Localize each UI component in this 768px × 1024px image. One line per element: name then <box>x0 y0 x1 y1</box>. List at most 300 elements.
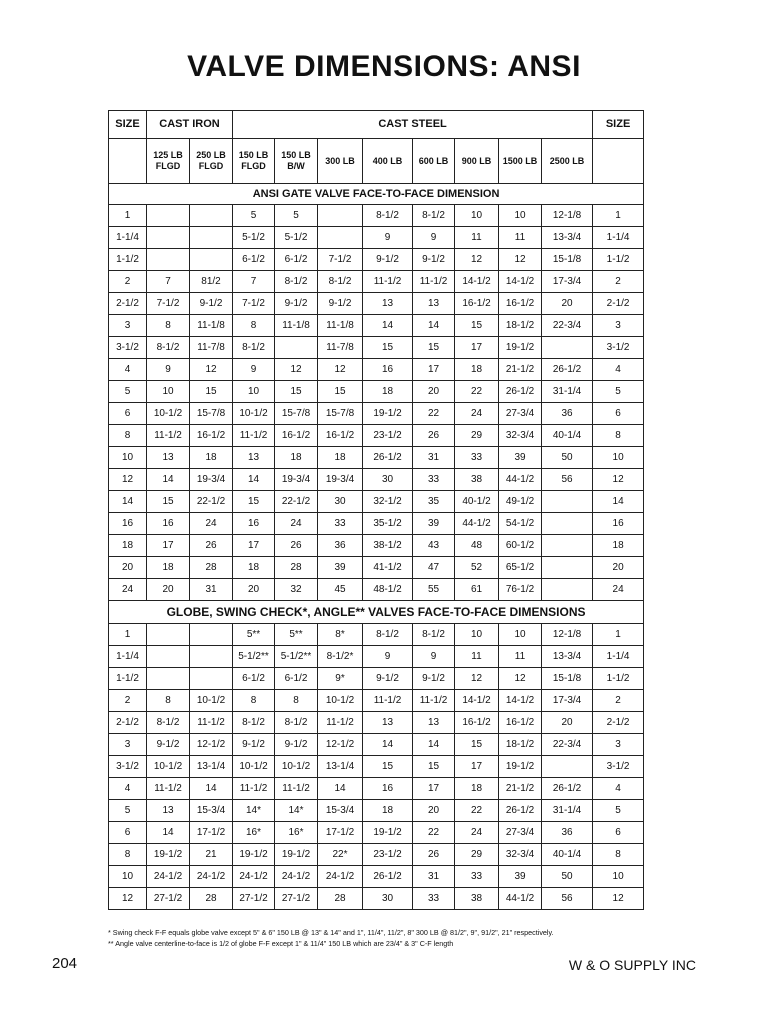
dimension-cell: 16 <box>233 513 275 535</box>
dimension-cell: 33 <box>413 888 455 910</box>
dimension-cell: 27-1/2 <box>275 888 318 910</box>
dimension-cell: 13-3/4 <box>542 227 593 249</box>
size-header-right: SIZE <box>593 111 644 139</box>
dimension-cell: 48-1/2 <box>363 579 413 601</box>
dimension-cell: 15 <box>413 337 455 359</box>
dimension-cell: 15 <box>413 756 455 778</box>
size-cell: 3 <box>109 734 147 756</box>
dimension-cell: 33 <box>318 513 363 535</box>
dimension-cell <box>542 513 593 535</box>
size-cell: 2-1/2 <box>593 293 644 315</box>
dimension-cell: 38 <box>455 469 499 491</box>
dimension-cell: 7 <box>233 271 275 293</box>
gate-table-row <box>109 381 644 403</box>
dimension-cell: 49-1/2 <box>499 491 542 513</box>
size-cell: 4 <box>593 778 644 800</box>
dimension-cell: 21 <box>190 844 233 866</box>
dimension-cell: 5 <box>275 205 318 227</box>
dimension-cell: 7-1/2 <box>233 293 275 315</box>
footnote-swing-check: * Swing check F-F equals globe valve except 5" & 6" 150 LB @ 13" & 14" and 1", 11/4", 11/2", 8" 300 LB @ 81/2", 9", 91/2", 21" respectively. <box>108 928 554 937</box>
dimension-cell: 12 <box>499 668 542 690</box>
dimension-cell: 8-1/2 <box>413 624 455 646</box>
dimension-cell: 14 <box>318 778 363 800</box>
dimension-cell: 40-1/2 <box>455 491 499 513</box>
dimension-cell: 13 <box>147 800 190 822</box>
dimension-cell: 11-1/2 <box>363 271 413 293</box>
size-cell: 8 <box>593 425 644 447</box>
dimension-cell: 54-1/2 <box>499 513 542 535</box>
size-cell: 24 <box>593 579 644 601</box>
dimension-cell: 10-1/2 <box>275 756 318 778</box>
dimension-cell: 55 <box>413 579 455 601</box>
dimension-cell: 30 <box>363 888 413 910</box>
dimension-cell: 15 <box>455 315 499 337</box>
dimension-cell: 15-1/8 <box>542 668 593 690</box>
dimension-cell: 6-1/2 <box>233 668 275 690</box>
dimension-cell: 8 <box>147 690 190 712</box>
size-cell: 10 <box>593 447 644 469</box>
dimension-cell: 15-7/8 <box>190 403 233 425</box>
dimension-cell: 24 <box>455 403 499 425</box>
dimension-cell: 60-1/2 <box>499 535 542 557</box>
dimension-cell: 9 <box>413 646 455 668</box>
dimension-cell: 11-1/2 <box>318 712 363 734</box>
dimension-cell: 16 <box>147 513 190 535</box>
globe-table-row <box>109 888 644 910</box>
gate-section-title: ANSI GATE VALVE FACE-TO-FACE DIMENSION <box>109 184 644 205</box>
gate-section-header <box>109 184 644 205</box>
dimension-cell: 22-1/2 <box>275 491 318 513</box>
blank-header-cell <box>593 139 644 184</box>
dimension-cell: 14 <box>233 469 275 491</box>
dimension-cell: 14 <box>413 315 455 337</box>
blank-header-cell <box>109 139 147 184</box>
dimension-cell: 12-1/8 <box>542 624 593 646</box>
dimension-cell: 8 <box>275 690 318 712</box>
dimension-cell: 16* <box>233 822 275 844</box>
dimension-cell: 32-1/2 <box>363 491 413 513</box>
dimension-cell: 5** <box>233 624 275 646</box>
dimension-cell: 26 <box>413 844 455 866</box>
dimension-cell: 10 <box>499 624 542 646</box>
dimension-cell: 9-1/2 <box>318 293 363 315</box>
size-cell: 3-1/2 <box>593 337 644 359</box>
dimension-cell: 8-1/2 <box>363 624 413 646</box>
dimension-cell: 10-1/2 <box>190 690 233 712</box>
dimension-cell <box>190 624 233 646</box>
dimension-cell: 13 <box>413 712 455 734</box>
dimension-cell: 16-1/2 <box>275 425 318 447</box>
size-cell: 2 <box>109 690 147 712</box>
globe-table-row <box>109 778 644 800</box>
size-cell: 1 <box>109 205 147 227</box>
dimension-cell: 33 <box>455 866 499 888</box>
gate-table-row <box>109 579 644 601</box>
dimension-cell: 8-1/2 <box>275 712 318 734</box>
dimension-cell <box>147 227 190 249</box>
dimension-cell: 24 <box>190 513 233 535</box>
dimension-cell: 44-1/2 <box>499 888 542 910</box>
dimension-cell: 26 <box>190 535 233 557</box>
dimension-cell: 19-1/2 <box>499 337 542 359</box>
dimension-cell: 16-1/2 <box>499 293 542 315</box>
footnotes <box>108 927 668 949</box>
size-cell: 1-1/4 <box>109 646 147 668</box>
dimension-cell: 16-1/2 <box>318 425 363 447</box>
dimension-cell <box>190 205 233 227</box>
dimension-cell: 22 <box>455 800 499 822</box>
dimension-cell: 11-1/2 <box>413 690 455 712</box>
gate-table-row <box>109 227 644 249</box>
size-cell: 12 <box>109 888 147 910</box>
dimension-cell: 5-1/2 <box>275 227 318 249</box>
gate-table-row <box>109 469 644 491</box>
dimension-cell: 35 <box>413 491 455 513</box>
dimension-cell: 19-1/2 <box>363 822 413 844</box>
dimension-cell <box>318 205 363 227</box>
gate-table-row <box>109 491 644 513</box>
dimension-cell: 12-1/2 <box>190 734 233 756</box>
dimension-cell: 15 <box>455 734 499 756</box>
dimension-cell: 10 <box>233 381 275 403</box>
dimension-cell: 22 <box>455 381 499 403</box>
dimension-cell: 26-1/2 <box>542 778 593 800</box>
dimension-cell: 56 <box>542 469 593 491</box>
dimension-cell: 14-1/2 <box>499 690 542 712</box>
page-number: 204 <box>52 955 78 972</box>
header-row-pressure-classes <box>109 139 644 184</box>
dimension-cell: 27-3/4 <box>499 822 542 844</box>
dimension-cell: 14-1/2 <box>499 271 542 293</box>
dimension-cell: 11-1/2 <box>233 425 275 447</box>
size-cell: 10 <box>109 866 147 888</box>
pressure-class-header: 150 LB FLGD <box>233 139 275 184</box>
dimension-cell: 10 <box>455 624 499 646</box>
dimension-cell <box>147 668 190 690</box>
dimension-cell: 13 <box>147 447 190 469</box>
dimension-cell: 8-1/2 <box>147 337 190 359</box>
dimension-cell: 6-1/2 <box>233 249 275 271</box>
dimension-cell: 26-1/2 <box>542 359 593 381</box>
globe-table-row <box>109 822 644 844</box>
dimension-cell: 7-1/2 <box>147 293 190 315</box>
dimension-cell: 5-1/2 <box>233 227 275 249</box>
dimension-cell: 43 <box>413 535 455 557</box>
dimension-cell: 11 <box>455 646 499 668</box>
pressure-class-header: 900 LB <box>455 139 499 184</box>
dimension-cell: 31-1/4 <box>542 381 593 403</box>
dimension-cell: 18 <box>190 447 233 469</box>
dimension-cell: 10-1/2 <box>233 756 275 778</box>
dimension-cell: 15-3/4 <box>318 800 363 822</box>
dimension-cell: 28 <box>190 888 233 910</box>
dimension-cell: 16-1/2 <box>455 712 499 734</box>
dimension-cell: 10-1/2 <box>147 756 190 778</box>
dimension-cell: 26-1/2 <box>363 866 413 888</box>
dimension-cell: 15-1/8 <box>542 249 593 271</box>
dimension-cell: 15 <box>147 491 190 513</box>
dimension-cell: 22* <box>318 844 363 866</box>
dimension-cell <box>147 646 190 668</box>
dimension-cell: 24-1/2 <box>147 866 190 888</box>
dimension-cell: 19-1/2 <box>233 844 275 866</box>
dimension-cell: 36 <box>318 535 363 557</box>
dimension-cell: 29 <box>455 844 499 866</box>
dimension-cell: 23-1/2 <box>363 844 413 866</box>
dimension-cell: 24-1/2 <box>233 866 275 888</box>
dimension-cell: 9-1/2 <box>413 249 455 271</box>
dimension-cell: 10 <box>499 205 542 227</box>
dimension-cell: 12-1/8 <box>542 205 593 227</box>
dimension-cell: 18-1/2 <box>499 734 542 756</box>
dimension-cell <box>542 579 593 601</box>
size-cell: 8 <box>109 425 147 447</box>
size-cell: 10 <box>109 447 147 469</box>
dimension-cell: 20 <box>233 579 275 601</box>
dimension-cell: 38 <box>455 888 499 910</box>
dimension-cell: 48 <box>455 535 499 557</box>
dimension-cell: 8-1/2 <box>413 205 455 227</box>
dimension-cell: 11-1/2 <box>413 271 455 293</box>
dimension-cell <box>542 337 593 359</box>
dimension-cell: 8* <box>318 624 363 646</box>
dimension-cell: 24 <box>275 513 318 535</box>
dimension-cell: 11 <box>499 227 542 249</box>
size-cell: 1-1/2 <box>593 249 644 271</box>
size-cell: 2 <box>593 271 644 293</box>
dimension-cell: 19-1/2 <box>499 756 542 778</box>
dimension-cell: 11-1/2 <box>275 778 318 800</box>
size-cell: 3 <box>593 315 644 337</box>
dimension-cell: 24 <box>455 822 499 844</box>
dimension-cell: 18 <box>147 557 190 579</box>
dimension-cell: 9-1/2 <box>363 668 413 690</box>
dimension-cell: 17 <box>413 359 455 381</box>
dimension-cell: 9-1/2 <box>233 734 275 756</box>
dimension-cell: 15-7/8 <box>275 403 318 425</box>
dimension-cell: 23-1/2 <box>363 425 413 447</box>
dimension-cell: 20 <box>542 712 593 734</box>
dimension-cell <box>190 668 233 690</box>
dimension-cell: 29 <box>455 425 499 447</box>
dimension-cell: 11-1/8 <box>318 315 363 337</box>
globe-table-row <box>109 756 644 778</box>
dimension-cell: 8 <box>233 315 275 337</box>
gate-table-row <box>109 249 644 271</box>
dimension-cell: 14* <box>275 800 318 822</box>
dimension-cell: 76-1/2 <box>499 579 542 601</box>
dimension-cell: 15-3/4 <box>190 800 233 822</box>
dimension-cell: 19-1/2 <box>275 844 318 866</box>
size-cell: 1 <box>109 624 147 646</box>
gate-table-row <box>109 403 644 425</box>
dimension-cell <box>147 205 190 227</box>
dimension-cell: 26-1/2 <box>363 447 413 469</box>
dimension-cell: 14 <box>190 778 233 800</box>
dimension-cell: 9-1/2 <box>363 249 413 271</box>
cast-steel-header: CAST STEEL <box>233 111 593 139</box>
header-row-groups <box>109 111 644 139</box>
dimension-cell: 12-1/2 <box>318 734 363 756</box>
dimension-cell: 9* <box>318 668 363 690</box>
dimension-cell: 52 <box>455 557 499 579</box>
dimension-cell <box>147 624 190 646</box>
dimension-cell: 13 <box>363 712 413 734</box>
size-cell: 10 <box>593 866 644 888</box>
globe-table-row <box>109 690 644 712</box>
dimension-cell: 20 <box>413 381 455 403</box>
valve-dimensions-table <box>108 110 644 910</box>
dimension-cell: 9-1/2 <box>275 734 318 756</box>
dimension-cell: 31 <box>413 447 455 469</box>
globe-table-row <box>109 844 644 866</box>
dimension-cell: 8 <box>147 315 190 337</box>
size-cell: 6 <box>593 822 644 844</box>
dimension-cell: 36 <box>542 822 593 844</box>
dimension-cell: 11 <box>499 646 542 668</box>
size-cell: 5 <box>109 381 147 403</box>
dimension-cell: 50 <box>542 866 593 888</box>
size-cell: 8 <box>109 844 147 866</box>
dimension-cell: 18 <box>455 359 499 381</box>
dimension-cell: 14 <box>363 315 413 337</box>
dimension-cell: 16-1/2 <box>455 293 499 315</box>
pressure-class-header: 1500 LB <box>499 139 542 184</box>
dimension-cell: 13-1/4 <box>318 756 363 778</box>
size-cell: 1 <box>593 205 644 227</box>
dimension-cell: 13 <box>363 293 413 315</box>
dimension-cell: 19-3/4 <box>190 469 233 491</box>
dimension-cell: 45 <box>318 579 363 601</box>
size-cell: 6 <box>109 403 147 425</box>
dimension-cell: 12 <box>275 359 318 381</box>
dimension-cell: 30 <box>363 469 413 491</box>
dimension-cell: 18 <box>275 447 318 469</box>
dimension-cell: 32-3/4 <box>499 425 542 447</box>
globe-table-row <box>109 800 644 822</box>
dimension-cell: 22 <box>413 822 455 844</box>
size-cell: 24 <box>109 579 147 601</box>
dimension-cell: 6-1/2 <box>275 668 318 690</box>
dimension-cell <box>190 646 233 668</box>
globe-section-title: GLOBE, SWING CHECK*, ANGLE** VALVES FACE-TO-FACE DIMENSIONS <box>109 601 644 624</box>
dimension-cell: 30 <box>318 491 363 513</box>
dimension-cell: 44-1/2 <box>455 513 499 535</box>
gate-table-row <box>109 359 644 381</box>
pressure-class-header: 150 LB B/W <box>275 139 318 184</box>
dimension-cell: 8-1/2 <box>318 271 363 293</box>
dimension-cell <box>542 756 593 778</box>
gate-table-row <box>109 557 644 579</box>
dimension-cell: 39 <box>413 513 455 535</box>
dimension-cell: 9 <box>413 227 455 249</box>
dimension-cell: 14* <box>233 800 275 822</box>
gate-table-row <box>109 447 644 469</box>
dimension-cell: 11-1/8 <box>275 315 318 337</box>
dimension-cell: 56 <box>542 888 593 910</box>
pressure-class-header: 600 LB <box>413 139 455 184</box>
dimension-cell: 8 <box>233 690 275 712</box>
dimension-cell: 14-1/2 <box>455 271 499 293</box>
dimension-cell: 15 <box>233 491 275 513</box>
size-cell: 5 <box>593 381 644 403</box>
size-cell: 1-1/4 <box>109 227 147 249</box>
dimension-cell: 15 <box>363 756 413 778</box>
dimension-cell <box>542 491 593 513</box>
dimension-cell: 15 <box>363 337 413 359</box>
dimension-cell: 26-1/2 <box>499 381 542 403</box>
pressure-class-header: 400 LB <box>363 139 413 184</box>
gate-table-row <box>109 315 644 337</box>
dimension-cell: 9 <box>363 227 413 249</box>
footnote-angle-valve: ** Angle valve centerline-to-face is 1/2 of globe F-F except 1" & 11/4" 150 LB which are 23/4" & 3" C-F length <box>108 939 454 948</box>
gate-table-row <box>109 535 644 557</box>
dimension-cell: 12 <box>455 668 499 690</box>
dimension-cell <box>190 227 233 249</box>
dimension-cell: 8-1/2* <box>318 646 363 668</box>
dimension-cell: 6-1/2 <box>275 249 318 271</box>
dimension-cell: 18 <box>363 381 413 403</box>
size-cell: 1-1/4 <box>593 646 644 668</box>
dimension-cell: 18 <box>455 778 499 800</box>
dimension-cell: 21-1/2 <box>499 359 542 381</box>
size-cell: 1 <box>593 624 644 646</box>
dimension-cell: 20 <box>542 293 593 315</box>
dimension-cell: 18 <box>318 447 363 469</box>
dimension-cell: 18 <box>233 557 275 579</box>
dimension-cell: 41-1/2 <box>363 557 413 579</box>
dimension-cell: 11-1/8 <box>190 315 233 337</box>
size-cell: 20 <box>109 557 147 579</box>
dimension-cell: 5 <box>233 205 275 227</box>
cast-iron-header: CAST IRON <box>147 111 233 139</box>
page-title: VALVE DIMENSIONS: ANSI <box>187 50 581 83</box>
size-cell: 1-1/2 <box>109 249 147 271</box>
size-header: SIZE <box>109 111 147 139</box>
dimension-cell: 10-1/2 <box>147 403 190 425</box>
dimension-cell: 65-1/2 <box>499 557 542 579</box>
dimension-cell: 31-1/4 <box>542 800 593 822</box>
size-cell: 3-1/2 <box>109 337 147 359</box>
dimension-cell: 10 <box>455 205 499 227</box>
size-cell: 12 <box>109 469 147 491</box>
size-cell: 2-1/2 <box>109 712 147 734</box>
dimension-cell: 13 <box>233 447 275 469</box>
dimension-cell <box>190 249 233 271</box>
dimension-cell: 26 <box>413 425 455 447</box>
dimension-cell: 31 <box>190 579 233 601</box>
gate-table-row <box>109 271 644 293</box>
dimension-cell: 39 <box>499 447 542 469</box>
dimension-cell: 14 <box>413 734 455 756</box>
pressure-class-header: 250 LB FLGD <box>190 139 233 184</box>
pressure-class-header: 300 LB <box>318 139 363 184</box>
dimension-cell: 12 <box>190 359 233 381</box>
dimension-cell: 16-1/2 <box>190 425 233 447</box>
globe-table-row <box>109 866 644 888</box>
size-cell: 12 <box>593 469 644 491</box>
dimension-cell: 16-1/2 <box>499 712 542 734</box>
dimension-cell: 9-1/2 <box>413 668 455 690</box>
size-cell: 3-1/2 <box>593 756 644 778</box>
dimension-cell <box>147 249 190 271</box>
size-cell: 2-1/2 <box>593 712 644 734</box>
dimension-cell: 17-1/2 <box>318 822 363 844</box>
dimension-cell: 24-1/2 <box>190 866 233 888</box>
dimension-cell: 13 <box>413 293 455 315</box>
dimension-cell: 11-1/2 <box>147 425 190 447</box>
size-cell: 8 <box>593 844 644 866</box>
